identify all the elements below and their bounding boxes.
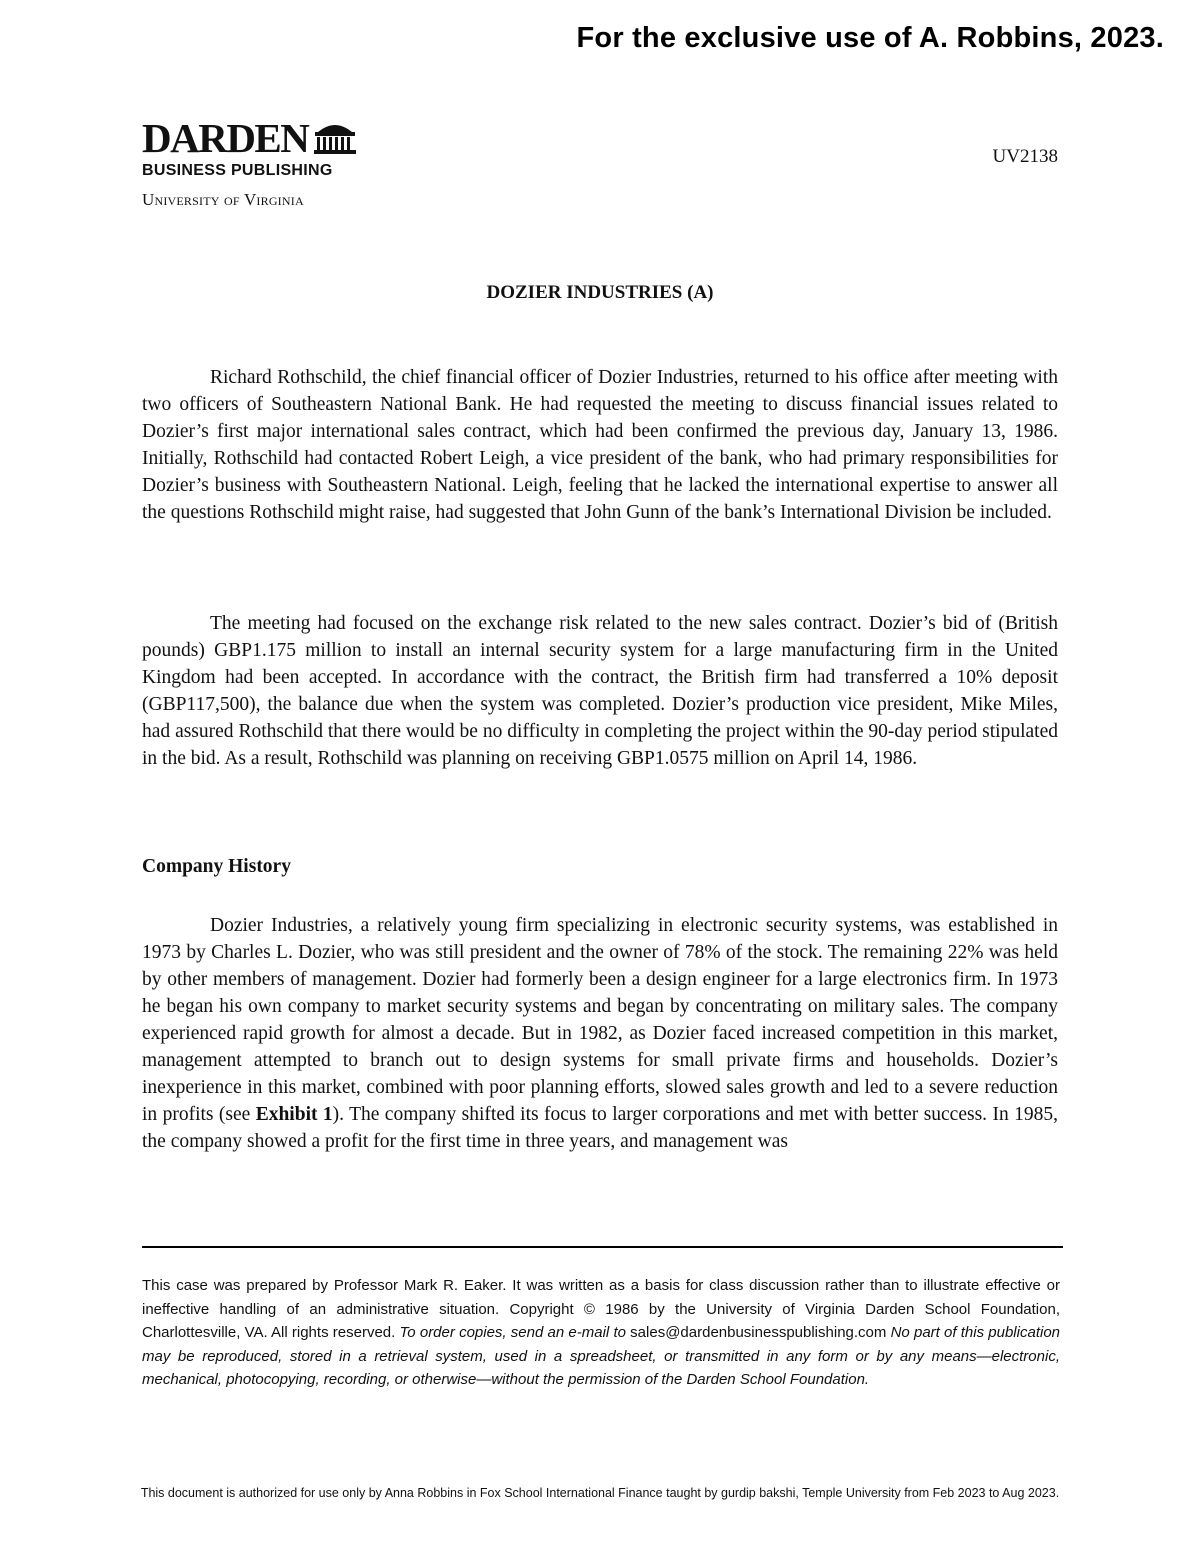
section-heading: Company History: [142, 856, 291, 877]
darden-logo: [142, 115, 362, 210]
exclusive-use-watermark: For the exclusive use of A. Robbins, 2023.: [576, 22, 1164, 54]
logo-subtitle: BUSINESS PUBLISHING: [142, 162, 333, 179]
copyright-footnote: [142, 1274, 1060, 1392]
logo-university: University of Virginia: [142, 190, 304, 209]
body-paragraph-2: [142, 610, 1058, 772]
authorization-watermark: This document is authorized for use only by Anna Robbins in Fox School International Finance taught by gurdip bakshi, Temple University from Feb 2023 to Aug 2023.: [140, 1486, 1060, 1500]
footnote-order-text: To order copies, send an e-mail to: [399, 1324, 626, 1341]
footnote-rights-text: No part of this publication may be reproduced, stored in a retrieval system, used in a spreadsheet, or transmitted in any form or by any means—electronic, mechanical, photocopying, recording, or otherwise—without the permission of the Darden School Foundation.: [142, 1324, 1060, 1388]
footnote-divider: [142, 1246, 1063, 1248]
footnote-text: This case was prepared by Professor Mark R. Eaker. It was written as a basis for class discussion rather than to illustrate effective or ineffective handling of an administrative situation. Copyright © 1986 by the University of Virginia Darden School Foundation, Charlottesville, VA. All rights reserved.: [142, 1277, 1060, 1341]
history-text-before: Dozier Industries, a relatively young firm specializing in electronic security systems, was established in 1973 by Charles L. Dozier, who was still president and the owner of 78% of the stock. The remaining 22% was held by other members of management. Dozier had formerly been a design engineer for a large electronics firm. In 1973 he began his own company to market security systems and began by concentrating on military sales. The company experienced rapid growth for almost a decade. But in 1982, as Dozier faced increased competition in this market, management attempted to branch out to design systems for small private firms and households. Dozier’s inexperience in this market, combined with poor planning efforts, slowed sales growth and led to a severe reduction in profits (see: [142, 915, 1058, 1125]
case-code: UV2138: [992, 146, 1058, 167]
paragraph-text: [142, 912, 1058, 1155]
rotunda-icon: [312, 121, 358, 155]
logo-name: DARDEN: [142, 115, 309, 161]
paragraph-text: Richard Rothschild, the chief financial officer of Dozier Industries, returned to his office after meeting with two officers of Southeastern National Bank. He had requested the meeting to discuss financial issues related to Dozier’s first major international sales contract, which had been confirmed the previous day, January 13, 1986. Initially, Rothschild had contacted Robert Leigh, a vice president of the bank, who had primary responsibilities for Dozier’s business with Southeastern National. Leigh, feeling that he lacked the international expertise to answer all the questions Rothschild might raise, had suggested that John Gunn of the bank’s International Division be included.: [142, 367, 1058, 523]
body-paragraph-1: [142, 364, 1058, 526]
history-text-after: ). The company shifted its focus to larger corporations and met with better success. In 1985, the company showed a profit for the first time in three years, and management was: [142, 1104, 1058, 1152]
paragraph-text: The meeting had focused on the exchange risk related to the new sales contract. Dozier’s bid of (British pounds) GBP1.175 million to install an internal security system for a large manufacturing firm in the United Kingdom had been accepted. In accordance with the contract, the British firm had transferred a 10% deposit (GBP117,500), the balance due when the system was completed. Dozier’s production vice president, Mike Miles, had assured Rothschild that there would be no difficulty in completing the project within the 90-day period stipulated in the bid. As a result, Rothschild was planning on receiving GBP1.0575 million on April 14, 1986.: [142, 613, 1058, 769]
footnote-email: sales@dardenbusinesspublishing.com: [625, 1324, 891, 1341]
document-title: DOZIER INDUSTRIES (A): [486, 282, 714, 303]
body-paragraph-3: [142, 912, 1058, 1155]
exhibit-reference: Exhibit 1: [255, 1104, 333, 1125]
